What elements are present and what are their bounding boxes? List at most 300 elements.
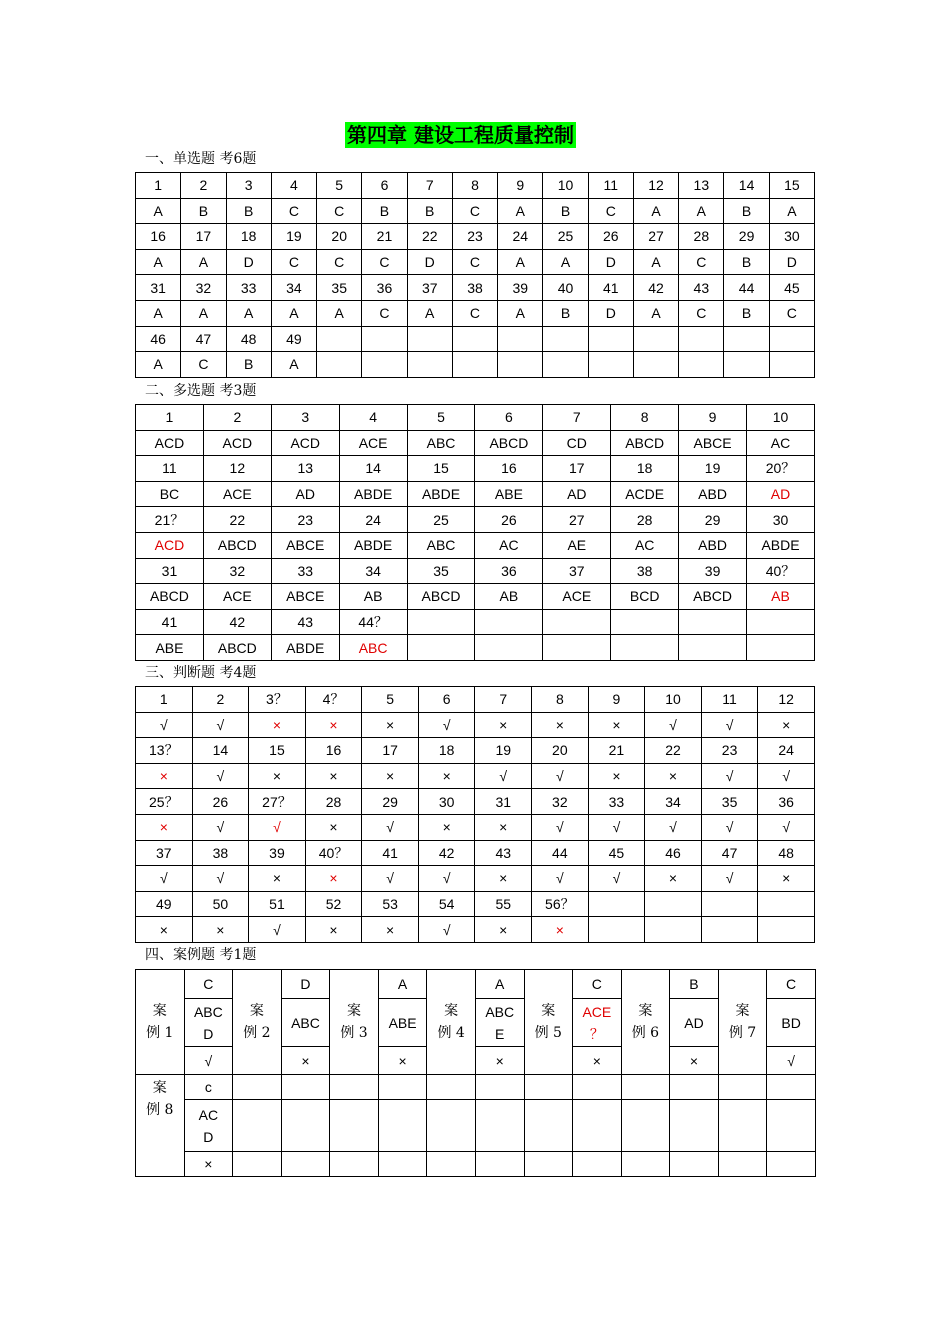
table-row	[136, 558, 815, 584]
answer-cell: ×	[418, 814, 475, 840]
answer-cell: ABC	[281, 999, 330, 1047]
table-row	[136, 249, 815, 275]
answer-cell: √	[758, 814, 815, 840]
answer-cell: A	[271, 300, 316, 326]
question-number-cell: 23	[271, 507, 339, 533]
question-number-cell: 28	[305, 789, 362, 815]
answer-cell: ×	[758, 866, 815, 892]
result-cell: ×	[281, 1047, 330, 1075]
question-number-cell: 31	[136, 275, 181, 301]
table-row	[136, 300, 815, 326]
answer-cell: ABE	[136, 635, 204, 661]
question-number-cell: 18	[611, 456, 679, 482]
table-row	[136, 738, 815, 764]
question-number-cell: 9	[588, 687, 645, 713]
question-number-cell: 35	[317, 275, 362, 301]
answer-cell: ×	[475, 712, 532, 738]
question-number-cell: 44	[532, 840, 589, 866]
question-number-cell: 48	[226, 326, 271, 352]
empty-cell	[281, 1100, 330, 1152]
question-number-cell: 31	[475, 789, 532, 815]
answer-cell: BC	[136, 481, 204, 507]
question-number-cell: 11	[588, 173, 633, 199]
question-number-cell: 10	[747, 405, 815, 431]
question-number-cell: 22	[407, 224, 452, 250]
question-number-cell	[701, 891, 758, 917]
answer-cell: ABCD	[679, 584, 747, 610]
question-number-cell: 10	[645, 687, 702, 713]
answer-cell: B	[362, 198, 407, 224]
question-number-cell: 27	[543, 507, 611, 533]
answer-cell	[701, 917, 758, 943]
question-number-cell	[679, 326, 724, 352]
question-number-cell: 16	[305, 738, 362, 764]
answer-cell: CD	[543, 430, 611, 456]
question-number-cell: 29	[724, 224, 769, 250]
question-number-cell: 1	[136, 687, 193, 713]
question-number-cell: 13？	[136, 738, 193, 764]
question-number-cell: 11	[701, 687, 758, 713]
answer-cell: A	[136, 249, 181, 275]
answer-cell: AD	[670, 999, 719, 1047]
table-row	[136, 430, 815, 456]
question-number-cell: 10	[543, 173, 588, 199]
answer-cell: B	[543, 198, 588, 224]
question-number-cell: 3	[226, 173, 271, 199]
question-number-cell	[679, 609, 747, 635]
question-number-cell: 43	[475, 840, 532, 866]
question-number-cell: 4	[339, 405, 407, 431]
answer-cell: D	[588, 249, 633, 275]
answer-cell: AB	[339, 584, 407, 610]
empty-cell	[524, 1075, 573, 1100]
question-number-cell: 17	[362, 738, 419, 764]
question-number-cell: 44	[724, 275, 769, 301]
empty-cell	[233, 1152, 282, 1177]
question-number-cell: 43	[679, 275, 724, 301]
question-number-cell: 21	[588, 738, 645, 764]
empty-cell	[573, 1100, 622, 1152]
question-number-cell: 2	[192, 687, 249, 713]
question-number-cell: 5	[362, 687, 419, 713]
answer-cell: AB	[747, 584, 815, 610]
question-number-cell: 37	[136, 840, 193, 866]
answer-cell: A	[498, 300, 543, 326]
question-number-cell: 49	[271, 326, 316, 352]
question-number-cell	[317, 326, 362, 352]
question-number-cell: 46	[136, 326, 181, 352]
question-number-cell: 40	[543, 275, 588, 301]
question-number-cell: 33	[226, 275, 271, 301]
question-number-cell	[407, 326, 452, 352]
table-row	[136, 609, 815, 635]
question-number-cell: 40？	[747, 558, 815, 584]
question-number-cell: 39	[249, 840, 306, 866]
answer-cell: √	[701, 814, 758, 840]
answer-cell: ABCD	[611, 430, 679, 456]
question-number-cell: 14	[724, 173, 769, 199]
question-number-cell	[407, 609, 475, 635]
answer-cell: ×	[588, 763, 645, 789]
answer-cell: ×	[305, 763, 362, 789]
question-number-cell: 9	[679, 405, 747, 431]
question-number-cell: 20	[317, 224, 362, 250]
question-number-cell: 39	[679, 558, 747, 584]
answer-cell: ACD	[136, 532, 204, 558]
case-label: 案 例 5	[524, 970, 573, 1075]
table-row	[136, 405, 815, 431]
question-number-cell: 5	[407, 405, 475, 431]
answer-cell: ACDE	[611, 481, 679, 507]
answer-cell: B	[407, 198, 452, 224]
result-cell: ×	[670, 1047, 719, 1075]
question-number-cell: 1	[136, 405, 204, 431]
answer-cell: A	[226, 300, 271, 326]
answer-cell: ×	[192, 917, 249, 943]
empty-cell	[621, 1152, 670, 1177]
result-cell: ×	[378, 1047, 427, 1075]
question-number-cell: 6	[475, 405, 543, 431]
answer-cell: c	[184, 1075, 233, 1100]
table-row	[136, 840, 815, 866]
answer-cell: ×	[475, 917, 532, 943]
answer-cell: √	[701, 763, 758, 789]
question-number-cell: 6	[418, 687, 475, 713]
question-number-cell: 6	[362, 173, 407, 199]
answer-cell: C	[362, 300, 407, 326]
question-number-cell: 9	[498, 173, 543, 199]
answer-cell: √	[192, 866, 249, 892]
answer-cell: A	[378, 970, 427, 999]
answer-cell: A	[633, 300, 678, 326]
answer-cell: √	[249, 814, 306, 840]
answer-cell: ×	[305, 917, 362, 943]
question-number-cell: 20	[532, 738, 589, 764]
question-number-cell: 54	[418, 891, 475, 917]
answer-cell: ×	[249, 866, 306, 892]
question-number-cell: 47	[181, 326, 226, 352]
question-number-cell: 18	[418, 738, 475, 764]
answer-cell: ×	[532, 917, 589, 943]
answer-cell: ABDE	[407, 481, 475, 507]
answer-cell: ACD	[136, 430, 204, 456]
answer-cell: AC	[747, 430, 815, 456]
answer-cell: C	[679, 249, 724, 275]
answer-cell: ×	[532, 712, 589, 738]
answer-cell: C	[317, 249, 362, 275]
question-number-cell: 26	[192, 789, 249, 815]
table-row	[136, 1152, 816, 1177]
answer-cell: C	[184, 970, 233, 999]
question-number-cell: 37	[407, 275, 452, 301]
case-label: 案 例 7	[718, 970, 767, 1075]
empty-cell	[281, 1152, 330, 1177]
empty-cell	[670, 1075, 719, 1100]
answer-cell: B	[226, 352, 271, 378]
answer-cell: C	[588, 198, 633, 224]
answer-cell: ABD	[679, 481, 747, 507]
answer-cell: AD	[543, 481, 611, 507]
question-number-cell: 17	[543, 456, 611, 482]
question-number-cell: 45	[588, 840, 645, 866]
answer-cell: ×	[136, 763, 193, 789]
question-number-cell: 37	[543, 558, 611, 584]
answer-cell: ABC	[407, 430, 475, 456]
answer-cell: √	[532, 866, 589, 892]
answer-cell	[407, 635, 475, 661]
answer-cell: A	[136, 198, 181, 224]
empty-cell	[475, 1152, 524, 1177]
table-row	[136, 891, 815, 917]
table-row	[136, 814, 815, 840]
answer-cell	[362, 352, 407, 378]
table-row	[136, 198, 815, 224]
question-number-cell: 24	[758, 738, 815, 764]
question-number-cell: 29	[362, 789, 419, 815]
question-number-cell	[758, 891, 815, 917]
question-number-cell: 43	[271, 609, 339, 635]
answer-cell: √	[192, 814, 249, 840]
question-number-cell	[724, 326, 769, 352]
answer-cell: ABCD	[203, 635, 271, 661]
true-false-answer-table	[135, 686, 815, 943]
answer-cell: √	[249, 917, 306, 943]
answer-cell	[317, 352, 362, 378]
question-number-cell: 33	[271, 558, 339, 584]
question-number-cell: 38	[452, 275, 497, 301]
answer-cell: A	[633, 198, 678, 224]
question-number-cell: 27？	[249, 789, 306, 815]
question-number-cell: 12	[758, 687, 815, 713]
section-heading-single-choice: 一、单选题 考6题	[145, 151, 257, 167]
answer-cell: C	[181, 352, 226, 378]
question-number-cell	[645, 891, 702, 917]
question-number-cell: 11	[136, 456, 204, 482]
answer-cell	[747, 635, 815, 661]
answer-cell: D	[226, 249, 271, 275]
empty-cell	[233, 1075, 282, 1100]
answer-cell: A	[769, 198, 814, 224]
answer-cell: BD	[767, 999, 816, 1047]
answer-cell: AD	[747, 481, 815, 507]
answer-cell: AB	[475, 584, 543, 610]
question-number-cell: 32	[181, 275, 226, 301]
answer-cell: AC	[611, 532, 679, 558]
answer-cell: ×	[475, 814, 532, 840]
answer-cell: √	[136, 866, 193, 892]
question-number-cell: 39	[498, 275, 543, 301]
question-number-cell: 38	[192, 840, 249, 866]
answer-cell: ABDE	[271, 635, 339, 661]
question-number-cell: 24	[498, 224, 543, 250]
case-label: 案 例 2	[233, 970, 282, 1075]
question-number-cell: 52	[305, 891, 362, 917]
question-number-cell: 56？	[532, 891, 589, 917]
table-row	[136, 224, 815, 250]
table-row	[136, 687, 815, 713]
question-number-cell: 40？	[305, 840, 362, 866]
answer-cell: AC	[475, 532, 543, 558]
question-number-cell: 3	[271, 405, 339, 431]
empty-cell	[524, 1152, 573, 1177]
question-number-cell: 8	[452, 173, 497, 199]
question-number-cell: 19	[271, 224, 316, 250]
table-row	[136, 326, 815, 352]
answer-cell: ACD	[271, 430, 339, 456]
answer-cell	[588, 917, 645, 943]
question-number-cell: 34	[271, 275, 316, 301]
question-number-cell: 25	[543, 224, 588, 250]
question-number-cell: 21	[362, 224, 407, 250]
table-row	[136, 173, 815, 199]
table-row	[136, 866, 815, 892]
answer-cell: A	[181, 300, 226, 326]
question-number-cell: 16	[475, 456, 543, 482]
question-number-cell: 31	[136, 558, 204, 584]
answer-cell: C	[362, 249, 407, 275]
question-number-cell: 2	[203, 405, 271, 431]
question-number-cell: 26	[588, 224, 633, 250]
question-number-cell: 20？	[747, 456, 815, 482]
question-number-cell: 5	[317, 173, 362, 199]
answer-cell: AD	[271, 481, 339, 507]
empty-cell	[718, 1075, 767, 1100]
section-heading-multiple-choice: 二、多选题 考3题	[145, 383, 257, 399]
case-label: 案 例 1	[136, 970, 185, 1075]
answer-cell: D	[588, 300, 633, 326]
question-number-cell: 22	[203, 507, 271, 533]
section-heading-true-false: 三、判断题 考4题	[145, 665, 257, 681]
answer-cell: √	[192, 763, 249, 789]
answer-cell: ABDE	[339, 481, 407, 507]
answer-cell: ABCD	[203, 532, 271, 558]
empty-cell	[524, 1100, 573, 1152]
question-number-cell	[588, 326, 633, 352]
case-label: 案 例 8	[136, 1075, 185, 1177]
table-row	[136, 712, 815, 738]
section-heading-case-study: 四、案例题 考1题	[145, 947, 257, 963]
answer-cell	[407, 352, 452, 378]
answer-cell: A	[498, 249, 543, 275]
case-study-answer-table	[135, 969, 816, 1177]
question-number-cell: 2	[181, 173, 226, 199]
answer-cell	[679, 352, 724, 378]
answer-cell: AC D	[184, 1100, 233, 1152]
question-number-cell: 13	[271, 456, 339, 482]
answer-cell: B	[724, 249, 769, 275]
answer-cell: ×	[362, 763, 419, 789]
question-number-cell: 48	[758, 840, 815, 866]
question-number-cell: 25	[407, 507, 475, 533]
answer-cell	[758, 917, 815, 943]
empty-cell	[475, 1100, 524, 1152]
answer-cell: B	[670, 970, 719, 999]
question-number-cell: 30	[747, 507, 815, 533]
answer-cell: ACE	[203, 584, 271, 610]
question-number-cell: 42	[633, 275, 678, 301]
question-number-cell: 42	[418, 840, 475, 866]
answer-cell: ×	[418, 763, 475, 789]
answer-cell: √	[192, 712, 249, 738]
answer-cell: ACE	[203, 481, 271, 507]
answer-cell: √	[418, 917, 475, 943]
table-row	[136, 635, 815, 661]
table-row	[136, 532, 815, 558]
question-number-cell: 8	[532, 687, 589, 713]
question-number-cell: 4？	[305, 687, 362, 713]
answer-cell: √	[418, 712, 475, 738]
table-row	[136, 352, 815, 378]
answer-cell: √	[701, 712, 758, 738]
answer-cell: ACD	[203, 430, 271, 456]
answer-cell: ABCE	[271, 532, 339, 558]
empty-cell	[378, 1100, 427, 1152]
empty-cell	[427, 1100, 476, 1152]
answer-cell: B	[543, 300, 588, 326]
question-number-cell: 14	[339, 456, 407, 482]
answer-cell: √	[645, 814, 702, 840]
question-number-cell: 41	[136, 609, 204, 635]
answer-cell: A	[136, 300, 181, 326]
answer-cell: ×	[249, 712, 306, 738]
answer-cell: √	[701, 866, 758, 892]
question-number-cell: 36	[362, 275, 407, 301]
question-number-cell: 7	[475, 687, 532, 713]
answer-cell: √	[362, 814, 419, 840]
empty-cell	[718, 1152, 767, 1177]
question-number-cell	[543, 326, 588, 352]
question-number-cell: 51	[249, 891, 306, 917]
answer-cell: ×	[136, 814, 193, 840]
answer-cell: √	[588, 814, 645, 840]
empty-cell	[378, 1152, 427, 1177]
question-number-cell: 46	[645, 840, 702, 866]
answer-cell	[498, 352, 543, 378]
answer-cell: A	[271, 352, 316, 378]
question-number-cell: 8	[611, 405, 679, 431]
question-number-cell	[747, 609, 815, 635]
question-number-cell: 33	[588, 789, 645, 815]
answer-cell	[769, 352, 814, 378]
empty-cell	[233, 1100, 282, 1152]
question-number-cell: 15	[769, 173, 814, 199]
question-number-cell: 36	[758, 789, 815, 815]
question-number-cell: 12	[203, 456, 271, 482]
question-number-cell: 30	[418, 789, 475, 815]
answer-cell: ×	[475, 866, 532, 892]
table-row	[136, 275, 815, 301]
answer-cell: ABC D	[184, 999, 233, 1047]
empty-cell	[573, 1075, 622, 1100]
answer-cell: B	[226, 198, 271, 224]
answer-cell: ABE	[475, 481, 543, 507]
table-row	[136, 456, 815, 482]
question-number-cell: 19	[475, 738, 532, 764]
empty-cell	[281, 1075, 330, 1100]
answer-cell	[588, 352, 633, 378]
answer-cell: ×	[362, 712, 419, 738]
answer-cell	[475, 635, 543, 661]
answer-cell: ABC	[339, 635, 407, 661]
answer-cell: C	[452, 249, 497, 275]
answer-cell: ABDE	[747, 532, 815, 558]
result-cell: √	[767, 1047, 816, 1075]
multiple-choice-answer-table	[135, 404, 815, 661]
question-number-cell	[611, 609, 679, 635]
question-number-cell	[633, 326, 678, 352]
answer-cell: √	[532, 814, 589, 840]
answer-cell: A	[475, 970, 524, 999]
